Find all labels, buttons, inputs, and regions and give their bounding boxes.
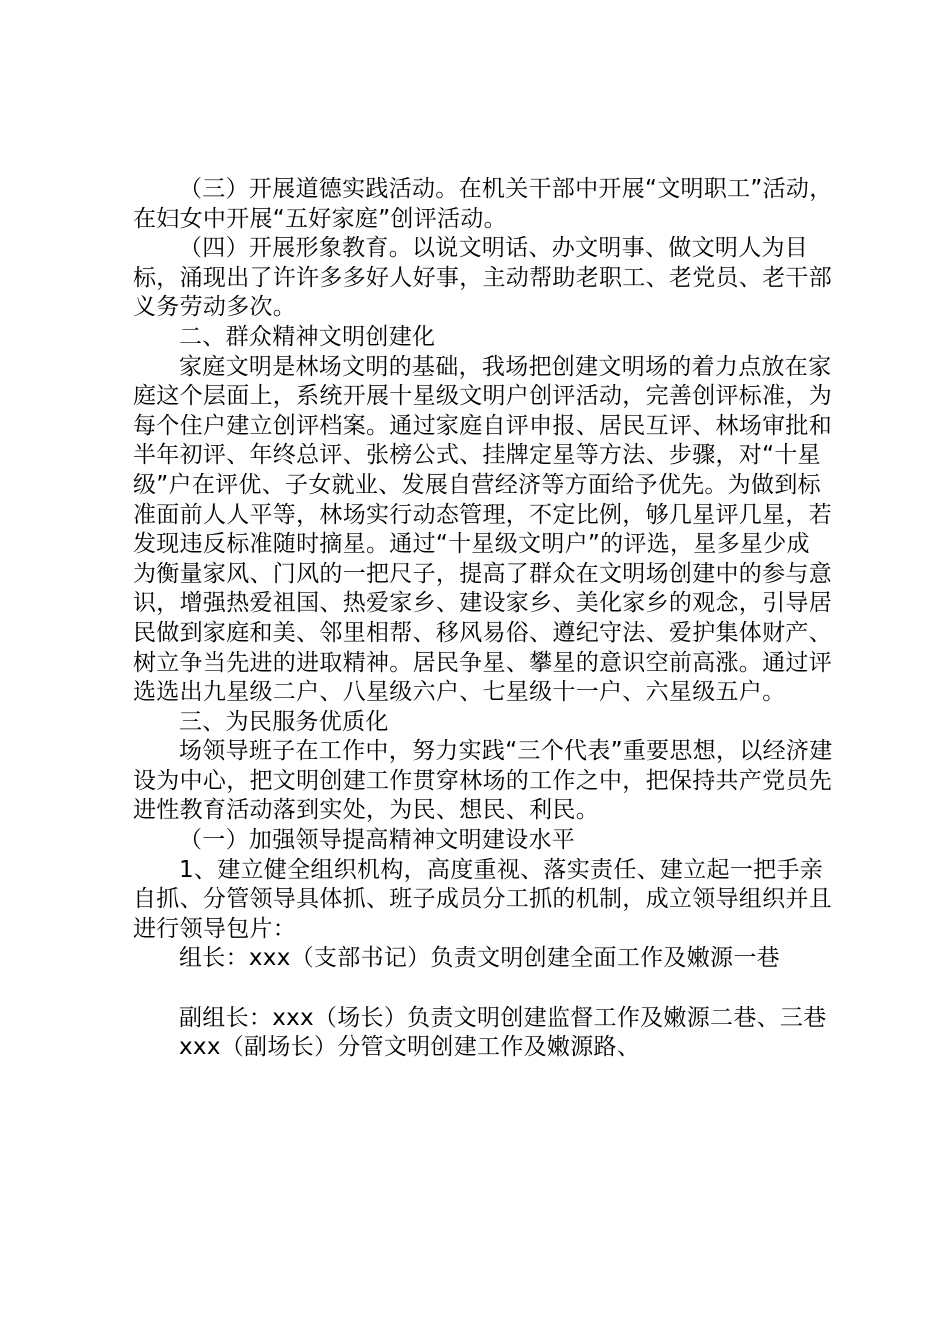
paragraph-moral-practice: （三）开展道德实践活动。在机关干部中开展“文明职工”活动，在妇女中开展“五好家庭”创评活动。 [133,176,833,232]
document-body [133,175,833,1063]
section-heading-three: 三、为民服务优质化 [179,708,389,735]
paragraph-group-leader: 组长：xxx（支部书记）负责文明创建全面工作及嫩源一巷 [179,945,780,972]
subsection-heading-one: （一）加强领导提高精神文明建设水平 [179,827,576,854]
paragraph-leadership-work: 场领导班子在工作中，努力实践“三个代表”重要思想，以经济建设为中心，把文明创建工作贯穿林场的工作之中，把保持共产党员先进性教育活动落到实处，为民、想民、利民。 [133,738,833,824]
blank-line [133,974,833,1004]
section-heading-two: 二、群众精神文明创建化 [179,323,436,350]
paragraph-vice-director: xxx（副场长）分管文明创建工作及嫩源路、 [179,1034,641,1061]
paragraph-organization: 1、建立健全组织机构，高度重视、落实责任、建立起一把手亲自抓、分管领导具体抓、班子成员分工抓的机制，成立领导组织并且进行领导包片： [133,856,832,942]
paragraph-deputy-leader: 副组长：xxx（场长）负责文明创建监督工作及嫩源二巷、三巷 [179,1004,827,1031]
paragraph-family-civilization: 家庭文明是林场文明的基础，我场把创建文明场的着力点放在家庭这个层面上，系统开展十星级文明户创评活动，完善创评标准，为每个住户建立创评档案。通过家庭自评申报、居民互评、林场审批和半年初评、年终总评、张榜公式、挂牌定星等方法、步骤，对“十星级”户在评优、子女就业、发展自营经济等方面给予优先。为做到标准面前人人平等，林场实行动态管理，不定比例，够几星评几星，若发现违反标准随时摘星。通过“十星级文明户”的评选，星多星少成为衡量家风、门风的一把尺子，提高了群众在文明场创建中的参与意识，增强热爱祖国、热爱家乡、建设家乡、美化家乡的观念，引导居民做到家庭和美、邻里相帮、移风易俗、遵纪守法、爱护集体财产、树立争当先进的进取精神。居民争星、攀星的意识空前高涨。通过评选选出九星级二户、八星级六户、七星级十一户、六星级五户。 [133,353,832,706]
paragraph-image-education: （四）开展形象教育。以说文明话、办文明事、做文明人为目标，涌现出了许许多多好人好事，主动帮助老职工、老党员、老干部义务劳动多次。 [133,235,832,321]
